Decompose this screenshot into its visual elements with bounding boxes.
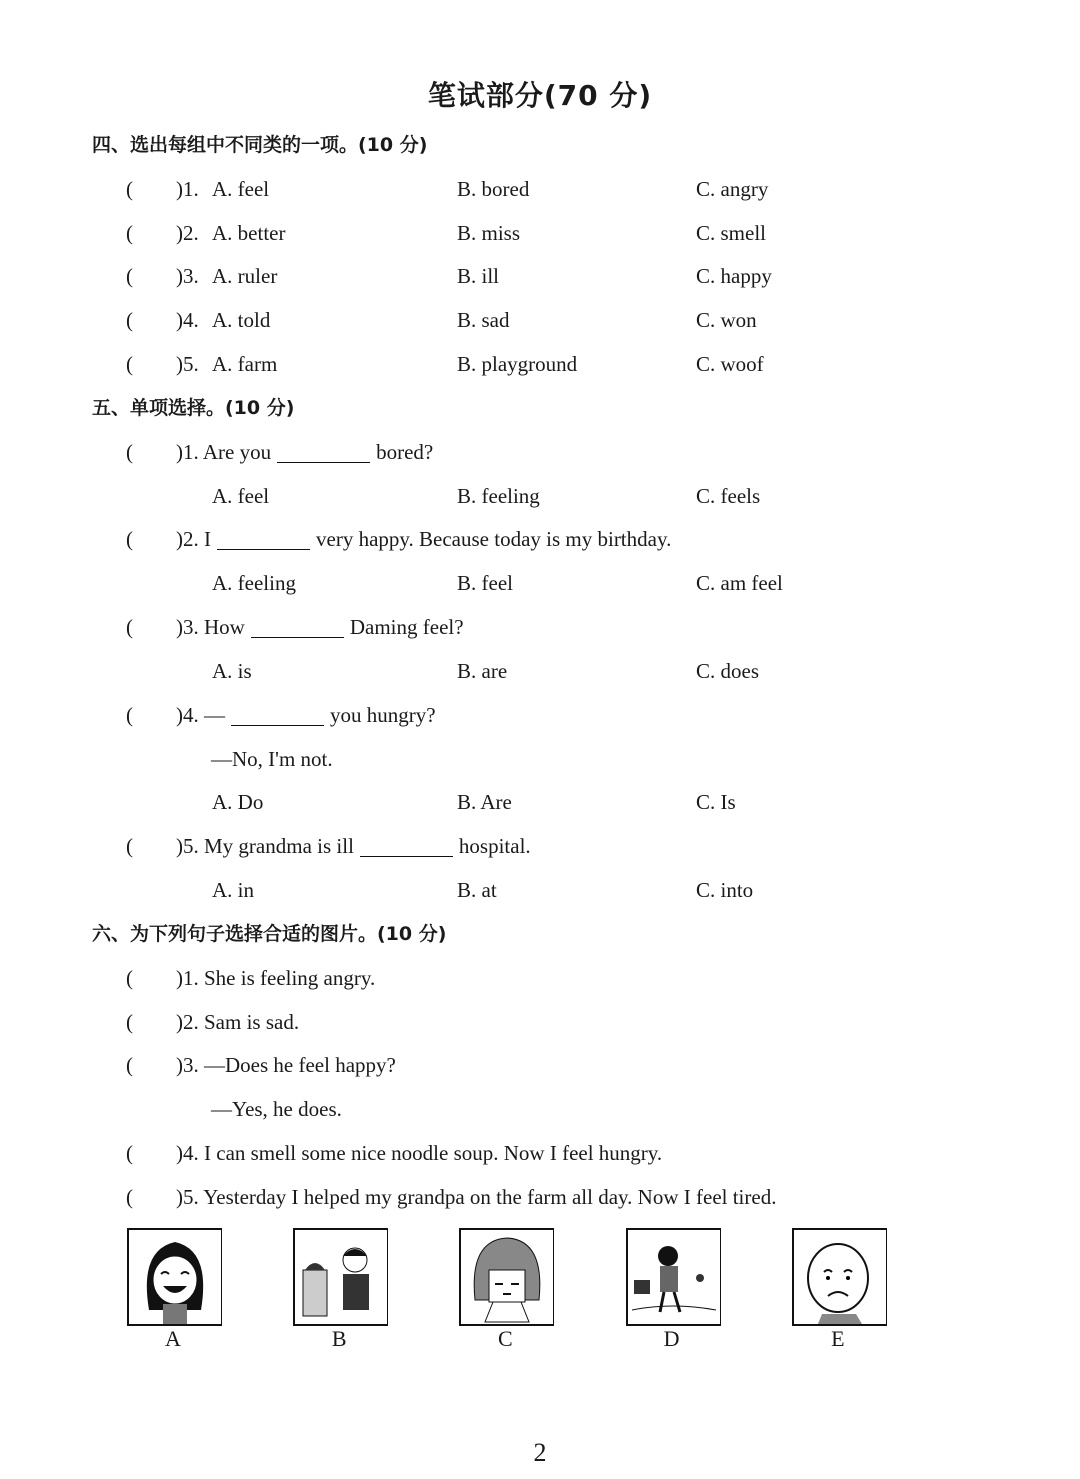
option-b: B. sad	[457, 308, 510, 333]
boy-smelling-soup-icon	[293, 1228, 388, 1326]
option-a: A. in	[212, 878, 254, 903]
question-number: )5.	[176, 352, 199, 377]
option-c: C. feels	[696, 483, 761, 508]
option-b: B. miss	[457, 220, 521, 245]
question-stem	[176, 1000, 299, 1044]
option-b: B. playground	[457, 352, 578, 377]
stem-text: I	[204, 527, 211, 552]
option-c: C. smell	[696, 220, 767, 245]
section-heading: 六、为下列句子选择合适的图片。(10 分)	[92, 922, 447, 945]
stem-text: hospital.	[458, 834, 531, 859]
question-number: )1.	[176, 439, 203, 464]
answer-bracket[interactable]: (	[126, 220, 133, 245]
sad-girl-icon	[459, 1228, 554, 1326]
question-number: )2.	[176, 220, 199, 245]
option-a: A. better	[212, 220, 286, 245]
stem-text: Sam is sad.	[204, 1009, 300, 1034]
question-number: )3.	[176, 264, 199, 289]
stem-text: I can smell some nice noodle soup. Now I feel hungry.	[204, 1141, 663, 1166]
question-stem	[176, 430, 433, 474]
answer-bracket[interactable]: (	[126, 176, 133, 201]
picture-label: E	[831, 1326, 845, 1351]
option-a: A. ruler	[212, 264, 278, 289]
stem-text: She is feeling angry.	[204, 965, 376, 990]
question-stem	[176, 1131, 662, 1175]
stem-text: —Does he feel happy?	[204, 1053, 396, 1078]
question-stem	[176, 517, 671, 561]
stem-text: very happy. Because today is my birthday.	[316, 527, 672, 552]
option-a: A. feeling	[212, 571, 296, 596]
stem-text: Are you	[202, 439, 272, 464]
question-number: )4.	[176, 702, 204, 727]
option-b: B. feel	[457, 571, 513, 596]
stem-text: How	[204, 615, 245, 640]
section-heading: 四、选出每组中不同类的一项。(10 分)	[92, 134, 428, 156]
answer-bracket[interactable]: (	[126, 527, 133, 552]
option-a: A. told	[212, 308, 271, 333]
option-a: A. feel	[212, 176, 270, 201]
question-number: )5.	[176, 834, 204, 859]
option-b: B. bored	[457, 176, 530, 201]
question-stem	[176, 1175, 776, 1219]
answer-bracket[interactable]: (	[126, 1184, 133, 1209]
question-stem	[176, 693, 436, 737]
page-title: 笔试部分(70 分)	[427, 79, 653, 112]
answer-bracket[interactable]: (	[126, 308, 133, 333]
question-stem	[176, 1043, 396, 1087]
picture-label: A	[165, 1326, 181, 1351]
option-c: C. won	[696, 308, 757, 333]
option-c: C. does	[696, 658, 759, 683]
answer-bracket[interactable]: (	[126, 965, 133, 990]
option-c: C. happy	[696, 264, 772, 289]
page-number: 2	[533, 1438, 547, 1467]
question-number: )4.	[176, 308, 199, 333]
answer-bracket[interactable]: (	[126, 352, 133, 377]
answer-blank[interactable]	[277, 436, 370, 463]
stem-text: —Yes, he does.	[211, 1097, 342, 1122]
question-number: )4.	[176, 1141, 204, 1166]
stem-text: —	[204, 702, 225, 727]
option-a: A. feel	[212, 483, 270, 508]
smiling-girl-icon	[127, 1228, 222, 1326]
answer-bracket[interactable]: (	[126, 1009, 133, 1034]
option-b: B. Are	[457, 790, 512, 815]
option-a: A. is	[212, 658, 252, 683]
question-number: )3.	[176, 615, 204, 640]
picture-label: C	[498, 1326, 513, 1351]
answer-blank[interactable]	[231, 699, 324, 726]
option-b: B. ill	[457, 264, 500, 289]
answer-blank[interactable]	[217, 523, 310, 550]
option-a: A. Do	[212, 790, 264, 815]
picture-label: D	[663, 1326, 680, 1351]
question-number: )1.	[176, 965, 204, 990]
question-number: )2.	[176, 1009, 204, 1034]
option-b: B. at	[457, 878, 497, 903]
worried-man-icon	[792, 1228, 887, 1326]
stem-text: My grandma is ill	[204, 834, 354, 859]
answer-bracket[interactable]: (	[126, 615, 133, 640]
answer-bracket[interactable]: (	[126, 834, 133, 859]
question-stem	[176, 824, 531, 868]
question-stem	[176, 605, 464, 649]
answer-bracket[interactable]: (	[126, 264, 133, 289]
answer-bracket[interactable]: (	[126, 1141, 133, 1166]
answer-bracket[interactable]: (	[126, 439, 133, 464]
answer-bracket[interactable]: (	[126, 1053, 133, 1078]
answer-blank[interactable]	[251, 611, 344, 638]
stem-text: Daming feel?	[349, 615, 464, 640]
answer-bracket[interactable]: (	[126, 702, 133, 727]
option-c: C. am feel	[696, 571, 783, 596]
stem-text: you hungry?	[330, 702, 436, 727]
section-heading: 五、单项选择。(10 分)	[92, 396, 295, 419]
stem-text: bored?	[376, 439, 434, 464]
tired-boy-farm-icon	[626, 1228, 721, 1326]
question-stem	[176, 956, 375, 1000]
option-c: C. into	[696, 878, 754, 903]
picture-label: B	[331, 1326, 347, 1351]
question-number: )1.	[176, 176, 199, 201]
option-c: C. Is	[696, 790, 736, 815]
stem-text: Yesterday I helped my grandpa on the farm all day. Now I feel tired.	[203, 1184, 777, 1209]
answer-blank[interactable]	[360, 830, 453, 857]
stem-text: —No, I'm not.	[211, 746, 333, 771]
option-b: B. feeling	[457, 483, 540, 508]
option-c: C. angry	[696, 176, 769, 201]
option-c: C. woof	[696, 352, 764, 377]
option-a: A. farm	[212, 352, 278, 377]
question-number: )5.	[176, 1184, 204, 1209]
question-number: )3.	[176, 1053, 204, 1078]
question-number: )2.	[176, 527, 204, 552]
option-b: B. are	[457, 658, 508, 683]
